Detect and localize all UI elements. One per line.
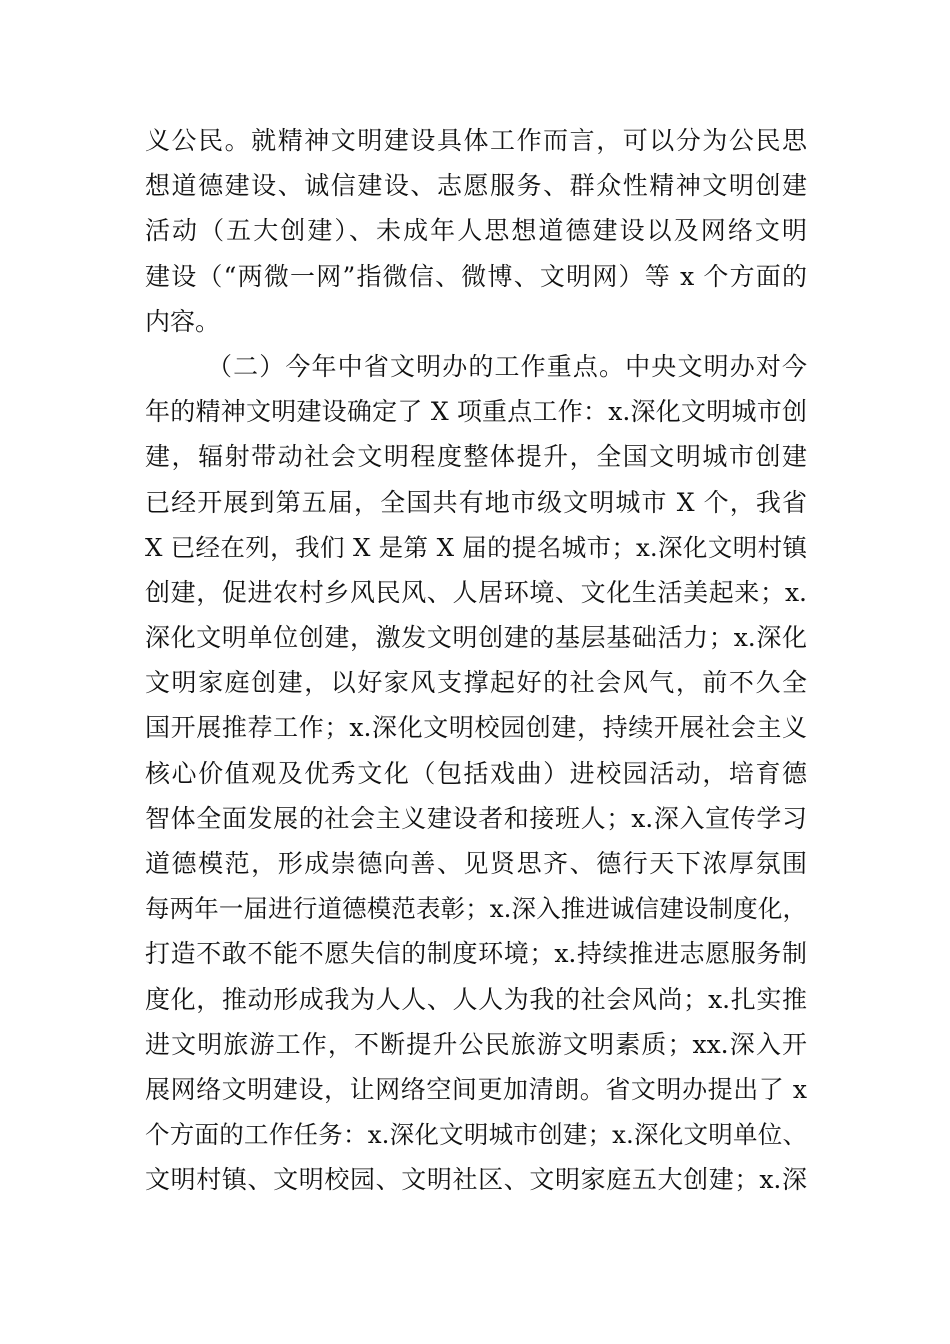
text-line: 文明村镇、文明校园、文明社区、文明家庭五大创建；x.深 xyxy=(145,1165,807,1195)
text-line: 打造不敢不能不愿失信的制度环境；x.持续推进志愿服务制 xyxy=(145,939,807,969)
text-line: 进文明旅游工作，不断提升公民旅游文明素质；xx.深入开 xyxy=(145,1029,807,1059)
text-line: 建，辐射带动社会文明程度整体提升，全国文明城市创建 xyxy=(145,442,807,472)
text-line: 国开展推荐工作；x.深化文明校园创建，持续开展社会主义 xyxy=(145,713,807,743)
text-line: 义公民。就精神文明建设具体工作而言，可以分为公民思 xyxy=(145,126,807,155)
text-line: 个方面的工作任务：x.深化文明城市创建；x.深化文明单位、 xyxy=(145,1120,807,1150)
text-line: 建设（“两微一网”指微信、微博、文明网）等 x 个方面的 xyxy=(145,261,807,291)
text-line: 度化，推动形成我为人人、人人为我的社会风尚；x.扎实推 xyxy=(145,984,807,1014)
text-line: 想道德建设、诚信建设、志愿服务、群众性精神文明创建 xyxy=(145,171,807,201)
text-line: X 已经在列，我们 X 是第 X 届的提名城市；x.深化文明村镇 xyxy=(145,532,807,562)
text-line: 道德模范，形成崇德向善、见贤思齐、德行天下浓厚氛围 xyxy=(145,849,807,878)
text-line: 深化文明单位创建，激发文明创建的基层基础活力；x.深化 xyxy=(145,623,807,653)
text-line: 年的精神文明建设确定了 X 项重点工作：x.深化文明城市创 xyxy=(145,397,807,427)
text-line: （二）今年中省文明办的工作重点。中央文明办对今 xyxy=(207,351,807,381)
text-line: 已经开展到第五届，全国共有地市级文明城市 X 个，我省 xyxy=(145,487,807,517)
body-text xyxy=(145,118,807,1203)
text-line: 内容。 xyxy=(145,306,221,336)
text-line: 创建，促进农村乡风民风、人居环境、文化生活美起来；x. xyxy=(145,577,807,607)
text-line: 智体全面发展的社会主义建设者和接班人；x.深入宣传学习 xyxy=(145,803,807,833)
text-line: 核心价值观及优秀文化（包括戏曲）进校园活动，培育德 xyxy=(145,758,807,788)
text-line: 文明家庭创建，以好家风支撑起好的社会风气，前不久全 xyxy=(145,668,807,698)
text-line: 展网络文明建设，让网络空间更加清朗。省文明办提出了 x xyxy=(145,1074,807,1104)
text-line: 活动（五大创建）、未成年人思想道德建设以及网络文明 xyxy=(145,216,807,246)
text-line: 每两年一届进行道德模范表彰；x.深入推进诚信建设制度化， xyxy=(145,894,807,924)
